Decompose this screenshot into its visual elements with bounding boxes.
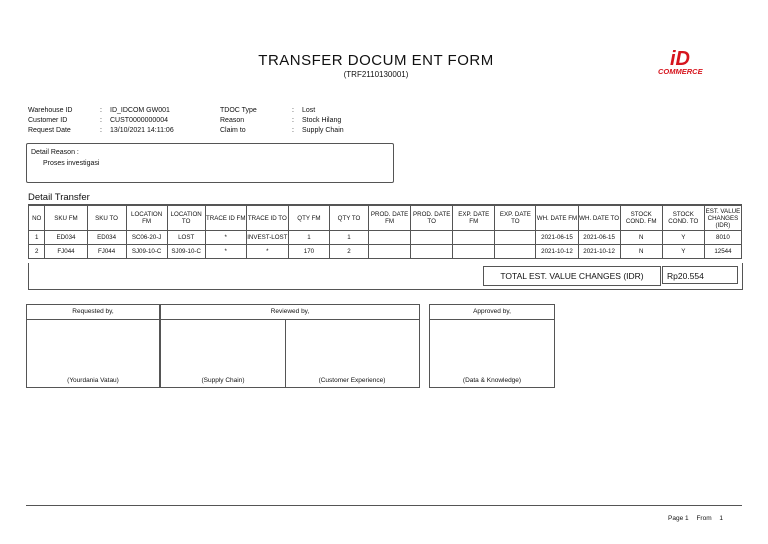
table-cell: N: [620, 245, 662, 259]
table-cell: ED034: [87, 231, 126, 245]
table-cell: SJ09-10-C: [126, 245, 167, 259]
page-number: 1: [685, 515, 689, 522]
claim-to-value: Supply Chain: [302, 127, 344, 134]
table-cell: Y: [662, 245, 704, 259]
total-label: TOTAL EST. VALUE CHANGES (IDR): [483, 266, 661, 286]
total-pages: 1: [719, 515, 724, 522]
column-header: WH. DATE FM: [536, 206, 578, 231]
column-header: WH. DATE TO: [578, 206, 620, 231]
table-cell: 12544: [704, 245, 741, 259]
table-cell: [411, 245, 453, 259]
info-left: [28, 106, 174, 136]
column-header: SKU FM: [45, 206, 87, 231]
column-header: NO: [29, 206, 45, 231]
warehouse-label: Warehouse ID: [28, 107, 73, 114]
form-title: TRANSFER DOCUM ENT FORM: [258, 52, 494, 69]
customer-value: CUST0000000004: [110, 117, 168, 124]
column-header: LOCATION FM: [126, 206, 167, 231]
reviewed-by-box: [160, 304, 420, 388]
approved-by-name: (Data & Knowledge): [462, 377, 522, 384]
table-cell: 2021-06-15: [578, 231, 620, 245]
reviewed-by-name-1: (Supply Chain): [201, 377, 245, 384]
table-cell: [495, 245, 536, 259]
tdoc-type-value: Lost: [302, 107, 316, 114]
column-header: LOCATION TO: [167, 206, 205, 231]
table-cell: *: [246, 245, 288, 259]
table-cell: [411, 231, 453, 245]
request-date-label: Request Date: [28, 127, 71, 134]
column-header: EXP. DATE FM: [453, 206, 495, 231]
table-cell: 1: [29, 231, 45, 245]
column-header: TRACE ID FM: [205, 206, 246, 231]
table-cell: SJ09-10-C: [167, 245, 205, 259]
table-cell: 1: [329, 231, 368, 245]
table-cell: Y: [662, 231, 704, 245]
table-cell: 2021-10-12: [536, 245, 578, 259]
page-indicator: [668, 515, 723, 522]
table-cell: 2021-10-12: [578, 245, 620, 259]
table-cell: [453, 231, 495, 245]
detail-transfer-title: Detail Transfer: [28, 192, 90, 203]
table-cell: [369, 245, 411, 259]
table-cell: N: [620, 231, 662, 245]
table-cell: FJ044: [87, 245, 126, 259]
table-cell: 1: [288, 231, 329, 245]
approved-by-title: Approved by,: [430, 305, 554, 320]
table-cell: LOST: [167, 231, 205, 245]
table-cell: *: [205, 231, 246, 245]
from-label: From: [696, 515, 712, 522]
table-row: [29, 231, 742, 245]
table-cell: INVEST-LOST: [246, 231, 288, 245]
column-header: QTY FM: [288, 206, 329, 231]
footer-divider: [26, 505, 742, 506]
logo-text: COMMERCE: [658, 67, 703, 76]
table-cell: *: [205, 245, 246, 259]
request-date-value: 13/10/2021 14:11:06: [110, 127, 174, 134]
column-header: TRACE ID TO: [246, 206, 288, 231]
info-row-claim-to: Claim to : Supply Chain: [220, 127, 344, 134]
table-cell: 8010: [704, 231, 741, 245]
table-cell: 2021-06-15: [536, 231, 578, 245]
approved-by-box: [429, 304, 555, 388]
table-cell: [369, 231, 411, 245]
total-value: Rp20.554: [662, 266, 738, 284]
reason-label: Reason: [220, 117, 245, 124]
customer-label: Customer ID: [28, 117, 68, 124]
tdoc-type-label: TDOC Type: [220, 107, 257, 114]
column-header: PROD. DATE TO: [411, 206, 453, 231]
info-row-tdoc-type: TDOC Type : Lost: [220, 107, 316, 114]
column-header: QTY TO: [329, 206, 368, 231]
table-cell: FJ044: [45, 245, 87, 259]
info-right: [220, 106, 344, 136]
table-cell: SC06-20-J: [126, 231, 167, 245]
transfer-table: [28, 205, 742, 259]
company-logo: [656, 46, 718, 78]
requested-by-title: Requested by,: [27, 305, 159, 320]
document-number: (TRF2110130001): [343, 70, 409, 79]
column-header: EST. VALUE CHANGES (IDR): [705, 207, 741, 229]
claim-to-label: Claim to: [220, 127, 246, 134]
logo-icon-text: iD: [670, 48, 690, 70]
detail-reason-box: [26, 143, 394, 183]
requested-by-box: [26, 304, 160, 388]
column-header: STOCK COND. TO: [662, 206, 704, 231]
table-cell: [453, 245, 495, 259]
detail-reason-label: Detail Reason :: [31, 149, 79, 156]
info-row-customer: Customer ID : CUST0000000004: [28, 117, 168, 124]
reviewed-by-title: Reviewed by,: [161, 305, 419, 320]
page-label: Page: [668, 515, 684, 522]
reason-value: Stock Hilang: [302, 117, 342, 124]
column-header: STOCK COND. FM: [620, 206, 662, 231]
table-cell: ED034: [45, 231, 87, 245]
table-cell: 170: [288, 245, 329, 259]
table-header-row: [29, 206, 742, 231]
table-cell: 2: [329, 245, 368, 259]
table-cell: [495, 231, 536, 245]
info-row-request-date: Request Date : 13/10/2021 14:11:06: [28, 127, 174, 134]
requested-by-name: (Yourdania Vatau): [67, 377, 119, 384]
detail-reason-text: Proses investigasi: [43, 160, 100, 167]
info-row-reason: Reason : Stock Hilang: [220, 117, 342, 124]
column-header: SKU TO: [87, 206, 126, 231]
info-row-warehouse: Warehouse ID : ID_IDCOM GW001: [28, 107, 170, 114]
warehouse-value: ID_IDCOM GW001: [110, 107, 170, 114]
column-header: EXP. DATE TO: [495, 206, 536, 231]
table-row: [29, 245, 742, 259]
table-cell: 2: [29, 245, 45, 259]
reviewed-by-name-2: (Customer Experience): [318, 377, 386, 384]
column-header: PROD. DATE FM: [369, 206, 411, 231]
